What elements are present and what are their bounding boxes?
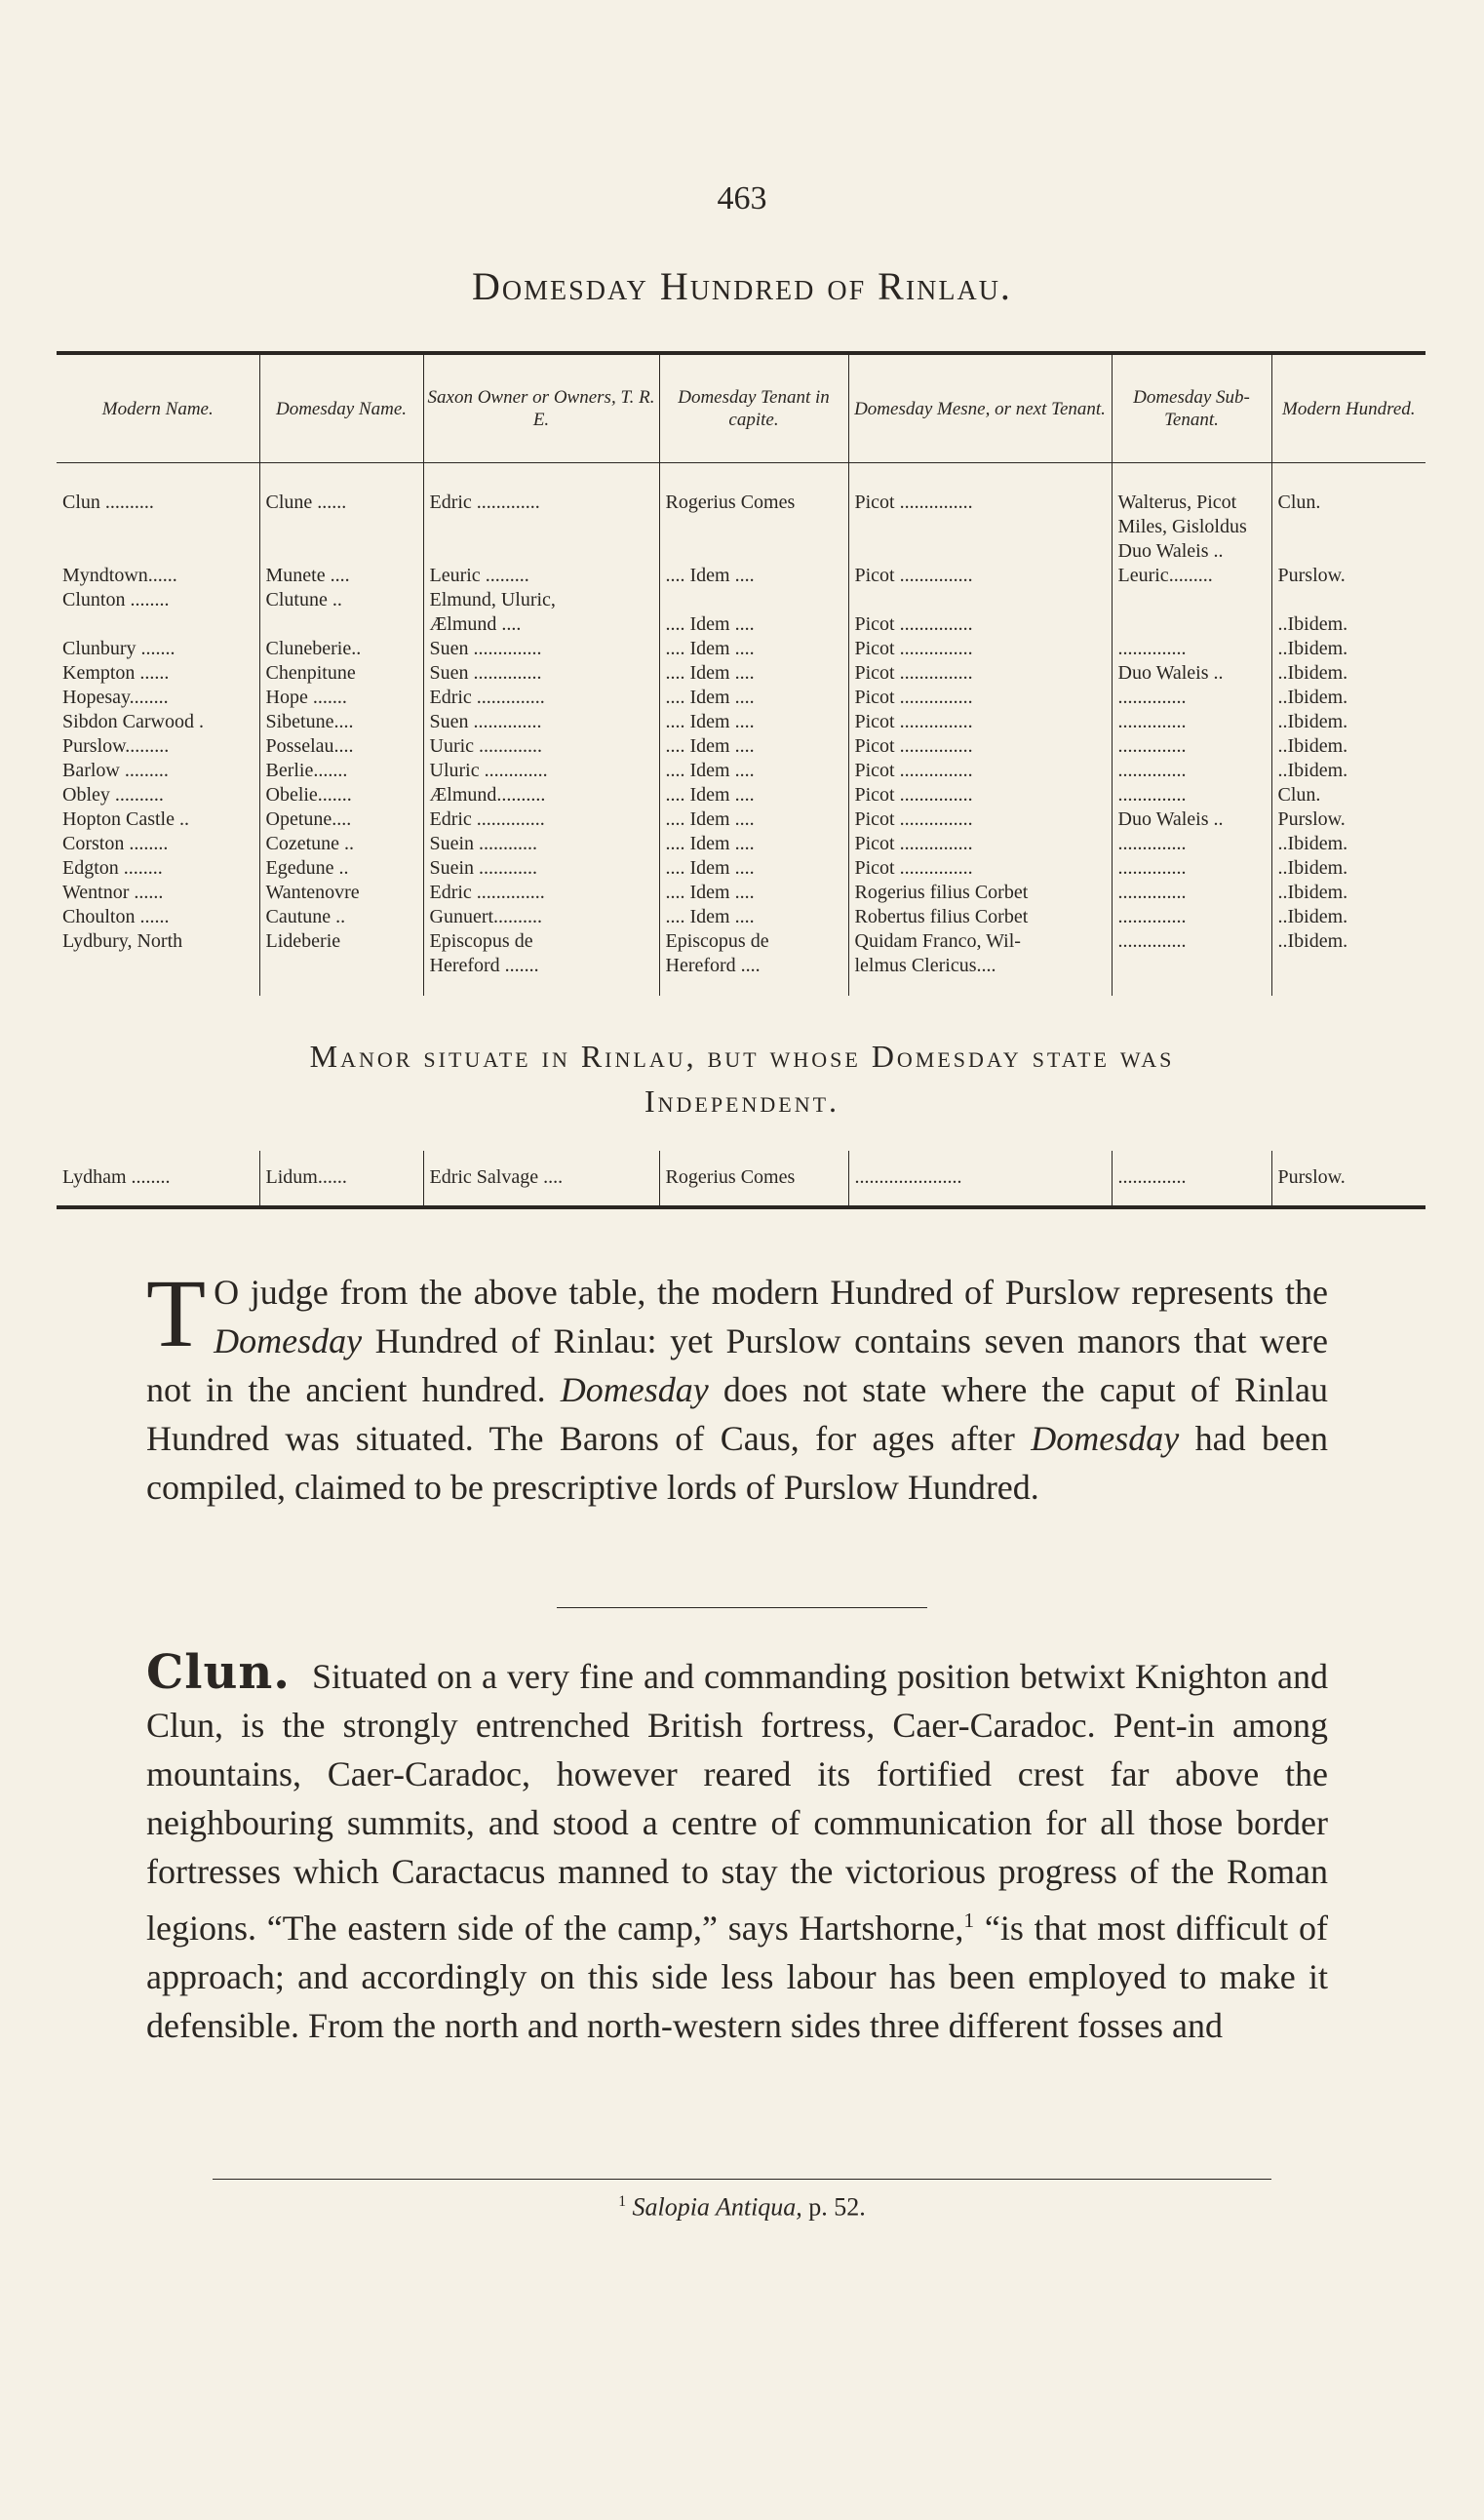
table-cell: .............. [1112,856,1271,881]
table-cell: Munete .... [259,564,423,588]
table-cell [1112,588,1271,612]
table-row [57,637,1425,661]
table-cell: Picot ............... [848,661,1112,686]
table-cell: Cozetune .. [259,832,423,856]
paragraph-text: had been compiled, claimed to be prescriptive lords of Purslow Hundred. [146,1419,1329,1507]
table-cell: .... Idem .... [659,807,848,832]
table-cell: .... Idem .... [659,637,848,661]
table-cell: .............. [1112,881,1271,905]
table-row [57,661,1425,686]
table-cell: Sibetune.... [259,710,423,734]
table-cell: Suen .............. [423,637,659,661]
table-cell: Hopesay........ [62,687,169,708]
table-cell: Ælmund .... [423,612,659,637]
table-cell: .... Idem .... [659,564,848,588]
table-cell: Myndtown...... [62,565,177,586]
table-cell: Hope ....... [259,686,423,710]
header-modern-name: Modern Name. [57,355,259,463]
table-cell [57,539,259,564]
table-cell [423,539,659,564]
header-domesday-name: Domesday Name. [259,355,423,463]
table-cell: .... Idem .... [659,686,848,710]
domesday-table [57,351,1425,1014]
footnote-divider [213,2179,1271,2180]
table-cell: Purslow. [1271,807,1425,832]
table-cell: ...................... [848,1151,1112,1205]
table-cell [848,539,1112,564]
table-row [57,734,1425,759]
table-cell: Clun. [1271,783,1425,807]
header-mesne-tenant: Domesday Mesne, or next Tenant. [848,355,1112,463]
table-row [57,856,1425,881]
table-cell: Miles, Gisloldus [1112,515,1271,539]
paragraph-text: does not state where the caput of Rinlau Hundred was situated. The Barons of Caus, for ages after [146,1370,1328,1458]
table-row [57,564,1425,588]
table-cell: Elmund, Uluric, [423,588,659,612]
paragraph-text: Situated on a very fine and commanding position betwixt Knighton and Clun, is the strongly entrenched British fortress, Caer-Caradoc. Pent-in among mountains, Caer-Caradoc, however reared its fortified crest far above the neighbouring summits, and stood a centre of communication for all those border fortresses which Caractacus manned to stay the victorious progress of the Roman legions. “The eastern side of the camp,” says Hartshorne, [146,1657,1328,1948]
table-cell: Picot ............... [848,807,1112,832]
table-cell: Picot ............... [848,710,1112,734]
page-title: Domesday Hundred of Rinlau. [472,264,1012,308]
paragraph-text: “is that most difficult of approach; and accordingly on this side less labour has been employed to make it defensible. From the north and north-western sides three different fosses and [146,1909,1328,2045]
footnote-mark: 1 [618,2193,626,2210]
table-cell: .............. [1112,710,1271,734]
table-cell: Ælmund.......... [423,783,659,807]
table-cell: lelmus Clericus.... [848,954,1112,996]
header-saxon-owner: Saxon Owner or Owners, T. R. E. [423,355,659,463]
table-cell: ..Ibidem. [1271,929,1425,954]
table-cell: Egedune .. [259,856,423,881]
table-cell: Chenpitune [259,661,423,686]
table-cell: ..Ibidem. [1271,710,1425,734]
table-cell [1271,954,1425,996]
table-cell: Edric ............. [423,463,659,516]
footnote-reference: 1 [963,1909,975,1932]
table-cell: Lydbury, North [62,930,183,952]
table-cell: Picot ............... [848,637,1112,661]
table-row [57,759,1425,783]
paragraph-intro [146,1259,1329,1512]
table-cell [259,954,423,996]
table-cell: Uluric ............. [423,759,659,783]
table-cell: Rogerius filius Corbet [848,881,1112,905]
table-cell: Wentnor ...... [62,882,164,903]
table-cell: Purslow. [1271,564,1425,588]
table-cell: Episcopus de [659,929,848,954]
table-row [57,686,1425,710]
table-cell: .... Idem .... [659,710,848,734]
header-modern-hundred: Modern Hundred. [1271,355,1425,463]
table-cell [259,539,423,564]
table-cell: Picot ............... [848,734,1112,759]
table-cell: Sibdon Carwood . [62,711,204,732]
table-cell [848,588,1112,612]
table-body [57,463,1425,997]
manor-title-line-1: Manor situate in Rinlau, but whose Domesday state was [309,1039,1175,1074]
table-cell [1112,612,1271,637]
italic-term: Domesday [560,1370,709,1409]
table-cell: Leuric......... [1112,564,1271,588]
table-cell: Picot ............... [848,686,1112,710]
table-cell: Quidam Franco, Wil- [848,929,1112,954]
table-row [57,588,1425,612]
manor-section-title [0,1034,1484,1123]
table-row [57,929,1425,954]
manor-title-line-2: Independent. [644,1083,840,1119]
table-row [57,954,1425,996]
table-cell: Opetune.... [259,807,423,832]
table-cell: Lidum...... [259,1151,423,1205]
table-cell: Episcopus de [423,929,659,954]
table-cell: .... Idem .... [659,661,848,686]
table-row [57,1151,1425,1205]
table-cell: Leuric ......... [423,564,659,588]
paragraph-text: Hundred of Rinlau: yet Purslow contains seven manors that were not in the ancient hundred. [146,1321,1328,1409]
table-cell: Picot ............... [848,564,1112,588]
italic-term: Domesday [1031,1419,1180,1458]
table-cell: Suein ............ [423,856,659,881]
table-cell: .... Idem .... [659,832,848,856]
table-cell: Picot ............... [848,783,1112,807]
table-cell: Uuric ............. [423,734,659,759]
table-row [57,463,1425,516]
table-cell: .... Idem .... [659,734,848,759]
table-cell: Picot ............... [848,612,1112,637]
table-cell: Obelie....... [259,783,423,807]
footnote [0,2183,1484,2227]
table-cell: Duo Waleis .. [1112,807,1271,832]
table-cell: Berlie....... [259,759,423,783]
table-cell: .... Idem .... [659,783,848,807]
table-cell: Rogerius Comes [659,463,848,516]
table-cell: .............. [1112,637,1271,661]
table-cell: Obley .......... [62,784,164,806]
table-cell: .... Idem .... [659,612,848,637]
table-cell: .... Idem .... [659,881,848,905]
table-cell: .............. [1112,929,1271,954]
table-cell: Clunbury ....... [62,638,176,659]
table-cell: ..Ibidem. [1271,832,1425,856]
table-cell: ..Ibidem. [1271,856,1425,881]
table-cell [423,515,659,539]
table-cell: ..Ibidem. [1271,759,1425,783]
table-row [57,881,1425,905]
table-cell [1271,588,1425,612]
table-cell: Edric Salvage .... [423,1151,659,1205]
table-cell: Suen .............. [423,710,659,734]
table-cell: Barlow ......... [62,760,169,781]
table-cell: Edric .............. [423,807,659,832]
table-cell: .............. [1112,1151,1271,1205]
table-cell: Duo Waleis .. [1112,539,1271,564]
table-cell: Edric .............. [423,686,659,710]
table-row [57,905,1425,929]
table-cell: Picot ............... [848,759,1112,783]
table-cell [1271,539,1425,564]
table-cell: Purslow. [1271,1151,1425,1205]
table-cell: ..Ibidem. [1271,661,1425,686]
table-row [57,539,1425,564]
table-row [57,783,1425,807]
drop-cap: T [146,1259,207,1367]
table-cell: .............. [1112,832,1271,856]
table-cell: Hereford ....... [423,954,659,996]
table-cell: .............. [1112,759,1271,783]
table-cell [57,515,259,539]
footnote-text: p. 52. [801,2192,866,2222]
table-cell [259,515,423,539]
section-divider [557,1607,927,1608]
table-cell: Robertus filius Corbet [848,905,1112,929]
table-cell [659,588,848,612]
table-row [57,515,1425,539]
table-cell [848,515,1112,539]
header-sub-tenant: Domesday Sub-Tenant. [1112,355,1271,463]
table-cell: Clunton ........ [62,589,170,610]
table-cell: .... Idem .... [659,905,848,929]
table-cell: Picot ............... [848,463,1112,516]
table-cell: .............. [1112,783,1271,807]
table-cell: ..Ibidem. [1271,612,1425,637]
table-cell: Kempton ...... [62,662,170,684]
table-cell: Clun. [1271,463,1425,516]
table-cell: Lydham ........ [62,1166,171,1188]
table-cell: .............. [1112,686,1271,710]
table-cell [1112,954,1271,996]
table-cell: Suein ............ [423,832,659,856]
table-cell: Wantenovre [259,881,423,905]
italic-term: Domesday [214,1321,363,1360]
table-cell: Clutune .. [259,588,423,612]
table-cell [57,612,259,637]
table-row [57,832,1425,856]
table-cell: Duo Waleis .. [1112,661,1271,686]
table-cell: Hopton Castle .. [62,808,189,830]
table-cell: ..Ibidem. [1271,637,1425,661]
table-cell [57,954,259,996]
table-row [57,612,1425,637]
table-cell: Rogerius Comes [659,1151,848,1205]
table-cell: Lideberie [259,929,423,954]
table-cell: Corston ........ [62,833,169,854]
table-row [57,710,1425,734]
table-cell: Clune ...... [259,463,423,516]
paragraph-text: O judge from the above table, the modern Hundred of Purslow represents the [214,1273,1328,1312]
table-cell: ..Ibidem. [1271,686,1425,710]
table-cell: Clun .......... [62,492,154,513]
table-cell: .... Idem .... [659,759,848,783]
table-cell: ..Ibidem. [1271,905,1425,929]
table-cell: Purslow......... [62,735,170,757]
table-cell: .... Idem .... [659,856,848,881]
table-cell [659,539,848,564]
table-cell: Walterus, Picot [1112,463,1271,516]
table-cell: Edgton ........ [62,857,163,879]
section-heading-clun: Clun. [146,1645,291,1700]
table-cell: Hereford .... [659,954,848,996]
table-cell: .............. [1112,905,1271,929]
table-cell [659,515,848,539]
table-cell: .............. [1112,734,1271,759]
table-cell: Gunuert.......... [423,905,659,929]
table-cell: Picot ............... [848,856,1112,881]
table-cell: Posselau.... [259,734,423,759]
header-tenant-in-capite: Domesday Tenant in capite. [659,355,848,463]
table-cell: Picot ............... [848,832,1112,856]
paragraph-clun [146,1645,1328,2050]
page-number: 463 [717,180,767,217]
table-cell: ..Ibidem. [1271,881,1425,905]
table-cell: Choulton ...... [62,906,170,927]
footnote-source: Salopia Antiqua, [632,2192,802,2222]
table-cell: Suen .............. [423,661,659,686]
table-cell: ..Ibidem. [1271,734,1425,759]
table-cell: Edric .............. [423,881,659,905]
table-cell: Cluneberie.. [259,637,423,661]
table-cell [1271,515,1425,539]
table-cell: Cautune .. [259,905,423,929]
manor-table [57,1151,1425,1209]
table-cell [259,612,423,637]
table-row [57,807,1425,832]
